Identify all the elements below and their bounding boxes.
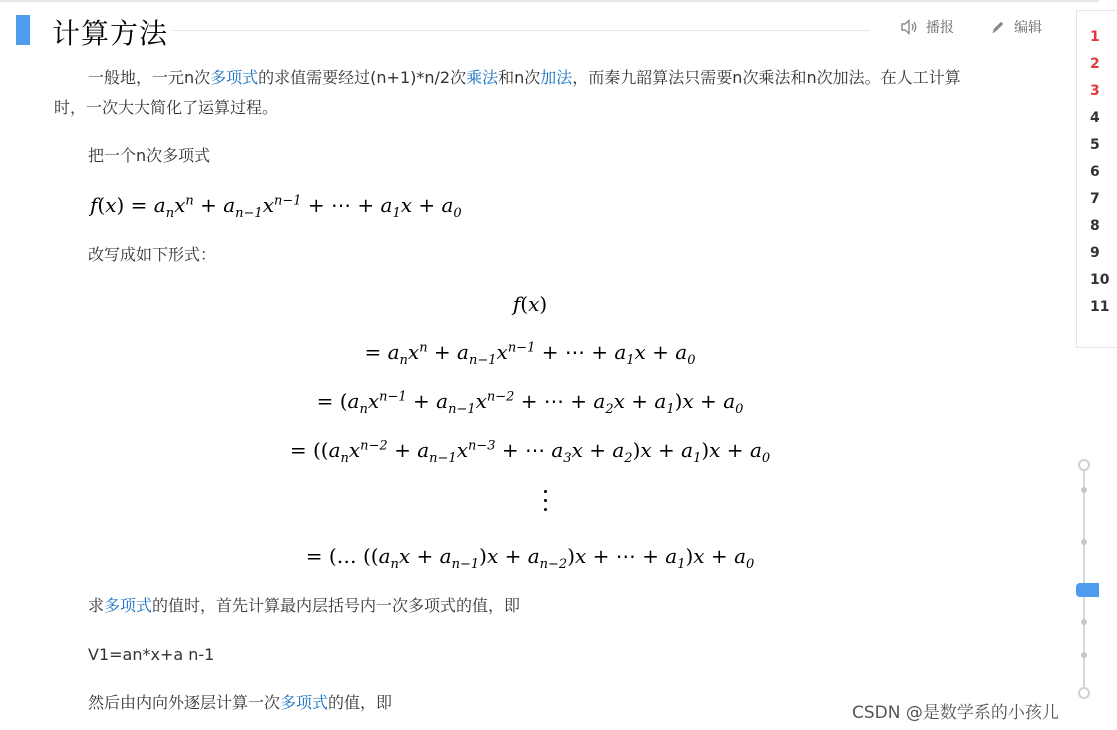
link-polynomial-3[interactable]: 多项式 bbox=[280, 693, 329, 712]
paragraph-outward bbox=[88, 688, 392, 718]
vertical-ellipsis bbox=[543, 490, 549, 517]
toc-item-3[interactable]: 3 bbox=[1090, 83, 1100, 99]
pencil-icon bbox=[990, 19, 1006, 35]
paragraph-v1: V1=an*x+a n-1 bbox=[88, 645, 215, 664]
formula-line-1: = $a_nx^n + a_{n-1}x^{n-1}$ + ⋯ + $a_1x + a_0$ bbox=[364, 340, 696, 368]
toc-item-11[interactable]: 11 bbox=[1090, 299, 1110, 315]
toc-item-9[interactable]: 9 bbox=[1090, 245, 1100, 261]
section-title: 计算方法 bbox=[52, 17, 169, 50]
text: 一般地，一元n次 bbox=[88, 68, 211, 87]
formula-line-3: = (($a_nx^{n-2} + a_{n-1}x^{n-3}$ + ⋯ $a_3x + a_2)x + a_1)x + a_0$ bbox=[289, 438, 771, 466]
paragraph-polynomial-intro: 把一个n次多项式 bbox=[88, 146, 211, 165]
rail-dot bbox=[1081, 652, 1087, 658]
section-title-marker bbox=[16, 15, 30, 45]
edit-label: 编辑 bbox=[1014, 20, 1042, 36]
formula-line-fx: f(x) bbox=[512, 292, 548, 316]
toc-item-6[interactable]: 6 bbox=[1090, 164, 1100, 180]
toc-item-10[interactable]: 10 bbox=[1090, 272, 1110, 288]
toc-item-2[interactable]: 2 bbox=[1090, 56, 1100, 72]
link-polynomial-2[interactable]: 多项式 bbox=[104, 596, 153, 615]
edit-button[interactable] bbox=[990, 17, 1042, 37]
formula-polynomial: $f(x) = a_nx^n + a_{n-1}x^{n-1}$ + ⋯ + $a_1x + a_0$ bbox=[90, 193, 462, 221]
text: 和n次 bbox=[498, 68, 541, 87]
toc-scroll-thumb[interactable] bbox=[1076, 583, 1099, 597]
formula-line-2: = ($a_nx^{n-1} + a_{n-1}x^{n-2}$ + ⋯ + $a_2x + a_1)x + a_0$ bbox=[316, 389, 744, 417]
rail-bottom-ring bbox=[1078, 687, 1090, 699]
text: 求 bbox=[88, 596, 105, 615]
link-polynomial[interactable]: 多项式 bbox=[210, 68, 259, 87]
text: 然后由内向外逐层计算一次 bbox=[88, 693, 281, 712]
play-label: 播报 bbox=[926, 20, 954, 36]
rail-dot bbox=[1081, 487, 1087, 493]
link-addition[interactable]: 加法 bbox=[540, 68, 573, 87]
top-border bbox=[0, 0, 1099, 2]
paragraph-intro-line2: 时，一次大大简化了运算过程。 bbox=[54, 98, 279, 117]
toc-item-5[interactable]: 5 bbox=[1090, 137, 1100, 153]
rail-dot bbox=[1081, 539, 1087, 545]
title-divider bbox=[172, 30, 870, 31]
text: ，而秦九韶算法只需要n次乘法和n次加法。在人工计算 bbox=[572, 68, 961, 87]
play-button[interactable] bbox=[900, 17, 954, 37]
toc-item-8[interactable]: 8 bbox=[1090, 218, 1100, 234]
paragraph-rewrite: 改写成如下形式： bbox=[88, 245, 217, 264]
paragraph-innermost bbox=[88, 591, 520, 621]
toc-item-7[interactable]: 7 bbox=[1090, 191, 1100, 207]
toc-item-1[interactable]: 1 bbox=[1090, 29, 1100, 45]
speaker-icon bbox=[900, 19, 918, 35]
rail-top-ring bbox=[1078, 459, 1090, 471]
table-of-contents bbox=[1076, 10, 1117, 348]
text: 的值，即 bbox=[328, 693, 393, 712]
link-multiplication[interactable]: 乘法 bbox=[466, 68, 499, 87]
formula-line-4: = (… $((a_nx + a_{n-1})x + a_{n-2})x$ + ⋯ + $a_1)x + a_0$ bbox=[305, 544, 755, 572]
paragraph-intro-line1 bbox=[88, 63, 961, 93]
rail-dot bbox=[1081, 619, 1087, 625]
text: 的求值需要经过(n+1)*n/2次 bbox=[258, 68, 467, 87]
toc-item-4[interactable]: 4 bbox=[1090, 110, 1100, 126]
toc-scroll-rail[interactable] bbox=[1083, 462, 1085, 694]
csdn-watermark: CSDN @是数学系的小孩儿 bbox=[852, 703, 1059, 723]
text: 的值时，首先计算最内层括号内一次多项式的值，即 bbox=[152, 596, 521, 615]
